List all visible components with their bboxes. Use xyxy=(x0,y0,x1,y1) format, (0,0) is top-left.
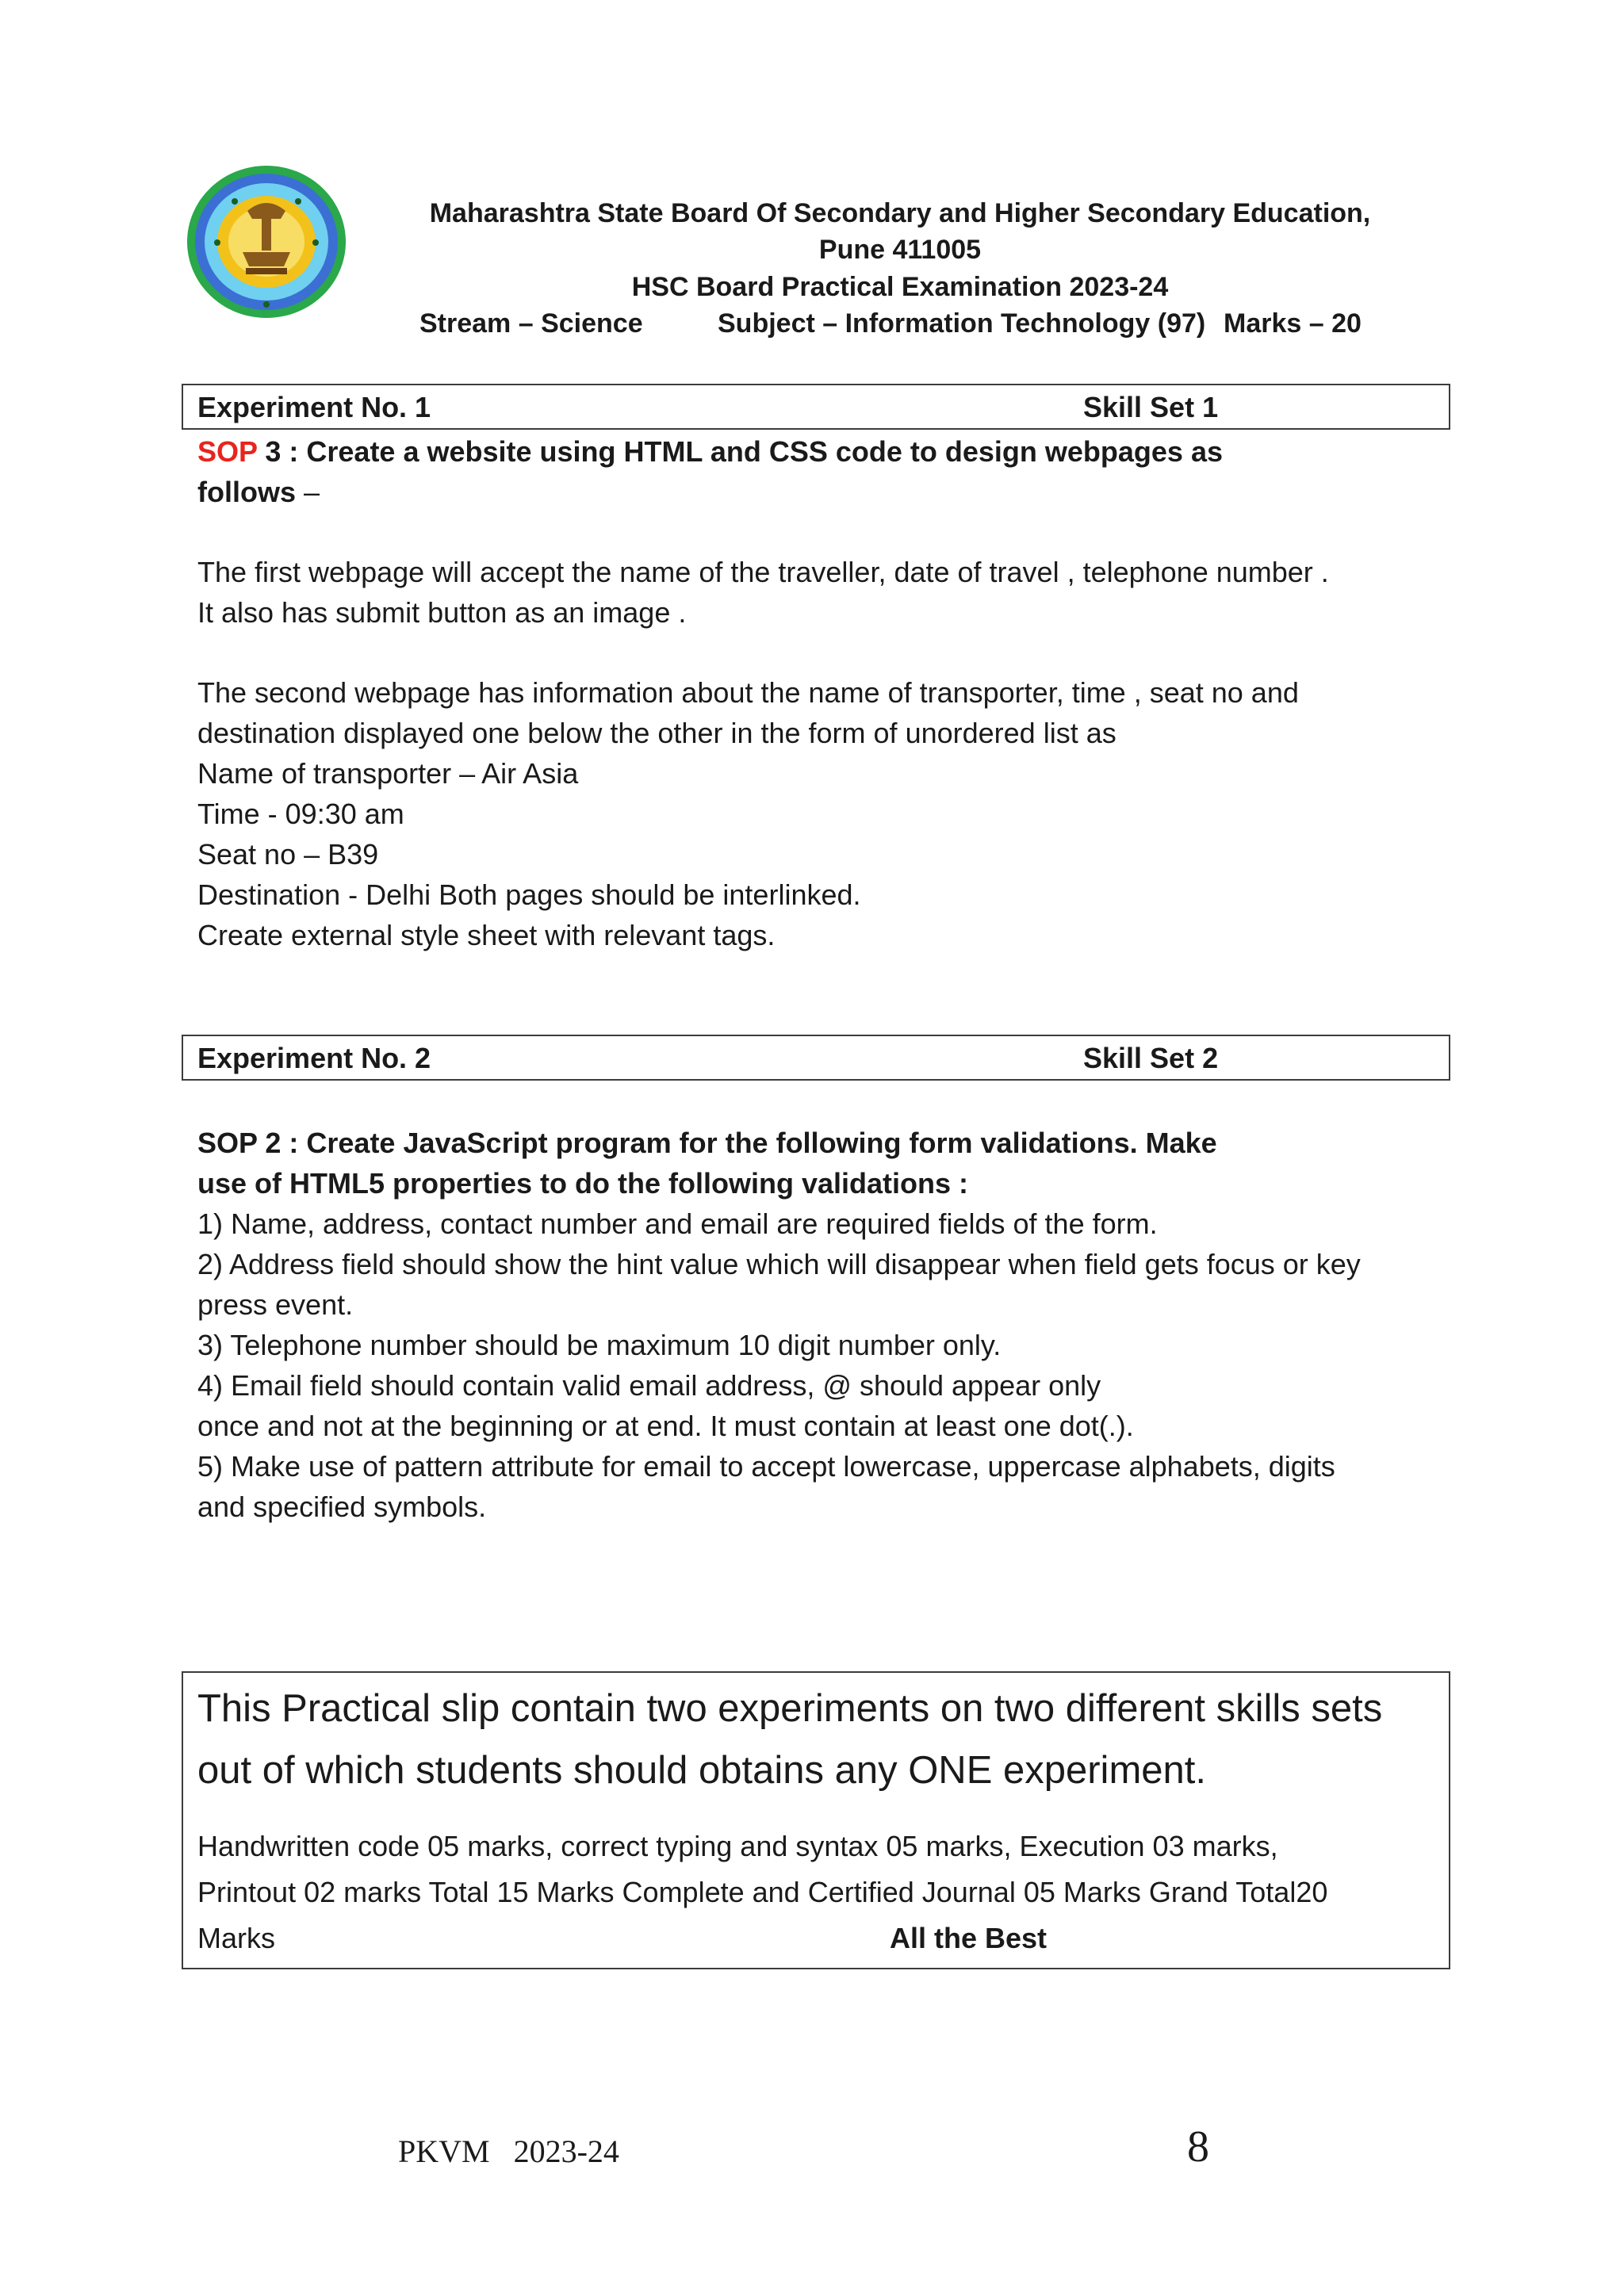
text-line: Destination - Delhi Both pages should be interlinked. xyxy=(197,878,861,911)
marks-line: Marks xyxy=(197,1922,275,1954)
headline-line: out of which students should obtains any ONE experiment. xyxy=(197,1749,1206,1792)
text-line: 3) Telephone number should be maximum 10 digit number only. xyxy=(197,1329,1002,1361)
text-line: 2) Address field should show the hint value which will disappear when field gets focus or key xyxy=(197,1248,1361,1280)
stream-label: Stream – Science xyxy=(419,308,643,339)
text-line: press event. xyxy=(197,1288,354,1321)
text-line: Create external style sheet with relevant tags. xyxy=(197,919,776,951)
marks-label: Marks – 20 xyxy=(1224,308,1362,339)
sop-title-dash: – xyxy=(296,476,320,508)
footer-text: PKVM 2023-24 xyxy=(398,2133,619,2169)
experiment-1-bar xyxy=(182,384,1450,430)
experiment-2-label: Experiment No. 2 xyxy=(197,1042,431,1074)
sop-title-text: 3 : Create a website using HTML and CSS code to design webpages as xyxy=(257,435,1223,468)
marks-line: Handwritten code 05 marks, correct typing and syntax 05 marks, Execution 03 marks, xyxy=(197,1830,1278,1862)
experiment-1-para-b xyxy=(197,672,1434,955)
experiment-1-label: Experiment No. 1 xyxy=(197,391,431,423)
text-line: and specified symbols. xyxy=(197,1490,487,1523)
experiment-2-skill: Skill Set 2 xyxy=(1083,1042,1219,1074)
text-line: Seat no – B39 xyxy=(197,838,379,871)
experiment-2-list xyxy=(197,1203,1434,1527)
page-number: 8 xyxy=(1187,2122,1209,2172)
experiment-2-sop-title xyxy=(197,1123,1434,1203)
board-logo xyxy=(186,163,348,320)
board-emblem-icon xyxy=(186,163,348,320)
text-line: The first webpage will accept the name of the traveller, date of travel , telephone number . xyxy=(197,556,1329,588)
sop-title-line2: use of HTML5 properties to do the following validations : xyxy=(197,1167,969,1200)
instructions-headline xyxy=(197,1678,1442,1801)
text-line: 1) Name, address, contact number and email are required fields of the form. xyxy=(197,1207,1158,1240)
text-line: 4) Email field should contain valid email address, @ should appear only xyxy=(197,1369,1101,1402)
board-city: Pune 411005 xyxy=(818,235,982,265)
instructions-box xyxy=(182,1671,1450,1969)
experiment-2-bar xyxy=(182,1035,1450,1081)
subject-label: Subject – Information Technology (97) xyxy=(718,308,1206,339)
text-line: Time - 09:30 am xyxy=(197,798,404,830)
text-line: 5) Make use of pattern attribute for email to accept lowercase, uppercase alphabets, digits xyxy=(197,1450,1335,1483)
all-the-best: All the Best xyxy=(890,1922,1048,1954)
marks-line: Printout 02 marks Total 15 Marks Complete and Certified Journal 05 Marks Grand Total20 xyxy=(197,1876,1328,1908)
sop-prefix: SOP xyxy=(197,435,258,468)
sop-title-text: SOP 2 : Create JavaScript program for the following form validations. Make xyxy=(197,1127,1217,1159)
sop-title-line2: follows xyxy=(197,476,296,508)
board-name: Maharashtra State Board Of Secondary and Higher Secondary Education, xyxy=(429,198,1371,228)
experiment-1-skill: Skill Set 1 xyxy=(1083,391,1219,423)
exam-title: HSC Board Practical Examination 2023-24 xyxy=(631,272,1169,302)
text-line: destination displayed one below the other in the form of unordered list as xyxy=(197,717,1116,749)
text-line: Name of transporter – Air Asia xyxy=(197,757,579,790)
text-line: The second webpage has information about the name of transporter, time , seat no and xyxy=(197,676,1299,709)
marks-breakdown xyxy=(197,1823,1442,1961)
experiment-1-para-a xyxy=(197,552,1434,633)
text-line: once and not at the beginning or at end. It must contain at least one dot(.). xyxy=(197,1410,1134,1442)
text-line: It also has submit button as an image . xyxy=(197,596,687,629)
experiment-1-sop-title xyxy=(197,431,1434,512)
headline-line: This Practical slip contain two experiments on two different skills sets xyxy=(197,1687,1383,1730)
